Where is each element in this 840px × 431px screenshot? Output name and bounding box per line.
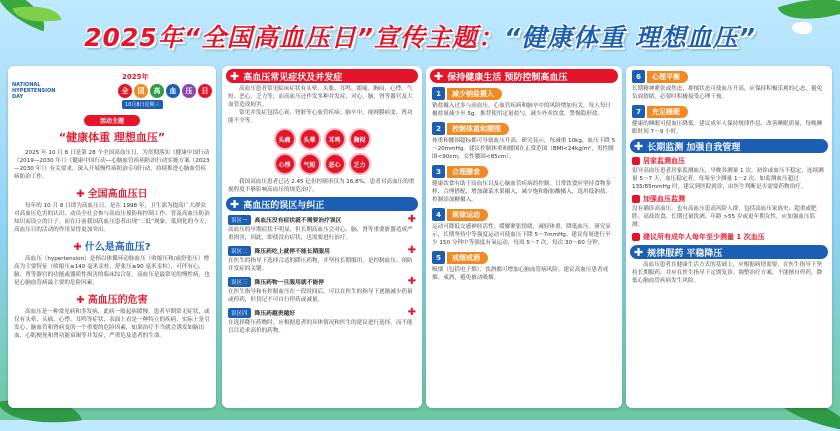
myth-title: 高血压没有症状就不需要治疗误区 bbox=[254, 218, 342, 224]
section-text: 高血压患者在健康生活方式的基础上，应根据病情需要，在医生指导下坚持长期服药，并应在医生指导下定期复诊，调整治疗方案，不能擅自停药，降低心脑血管疾病发生风险。 bbox=[632, 262, 823, 284]
symptom-ring-row bbox=[222, 128, 422, 150]
myth-title: 降压药吃上就停不能长期服用 bbox=[254, 249, 330, 255]
tip-header: 4 规律运动 bbox=[432, 208, 616, 221]
myth-text: 高血压的早期症状不明显，但长期高血压会对心、脑、肾等重要脏器造成严重损害，因此，即使没有症状，也需要进行治疗。 bbox=[228, 227, 413, 241]
home-icon bbox=[632, 157, 640, 165]
complication-text: 常见并发症包括心衰、肾脏等心血管疾病；脑卒中、视网膜病变、肾功能不全等。 bbox=[228, 110, 413, 124]
section-text: 高血压（hypertension）是指以体循环动脉血压（收缩压和/或舒张压）增高为主要特征（收缩压≥140 毫米汞柱，舒张压≥90 毫米汞柱），可伴有心、脑、肾等器官的功能或器质性损害的临床综合征。高血压是最常见的慢性病，也是心脑血管病最主要的危险因素。 bbox=[14, 256, 210, 286]
cross-icon: ✚ bbox=[407, 214, 416, 225]
section-title: ✚ 全国高血压日 bbox=[76, 189, 148, 200]
title-year: 2025年 bbox=[84, 23, 184, 52]
sub-title: 建议所有成年人每年至少测量 1 次血压 bbox=[632, 232, 826, 242]
day-characters bbox=[118, 84, 212, 98]
cross-icon: ✚ bbox=[407, 307, 416, 318]
symptom-ring: 耳鸣 bbox=[324, 128, 346, 150]
section-text: 每年的 10 月 8 日即为高血压日，是在 1998 年，卫生部为提高广大群众对高血压危害的认识、动员全社会参与高血压预防和控制工作、普及高血压防治知识而设立的日子。而在日前我国高血压患者出现“三低”现象，低到化的今天，高血压日的活动的作用显得更加突出。 bbox=[14, 203, 210, 233]
section-header: ✚ 长期监测 加强自我管理 bbox=[630, 139, 828, 153]
char-circle: 高 bbox=[150, 84, 164, 98]
title-main: “全国高血压日”宣传主题： bbox=[183, 23, 504, 52]
sub-text: 没有确诊高血压，也有高血压患高风险人群，包括高血压家族史、超重或肥胖、高盐饮食、长期过量饮酒、年龄 >55 岁或更年期女性，应加强血压监测。 bbox=[632, 206, 817, 228]
tip-header: 5 戒烟戒酒 bbox=[432, 251, 616, 264]
panel-monitoring bbox=[626, 66, 832, 408]
myth-item bbox=[228, 307, 416, 318]
panel-symptoms bbox=[222, 66, 422, 408]
cross-icon: ✚ bbox=[76, 189, 85, 200]
symptom-ring: 恶心 bbox=[324, 153, 346, 175]
tip-text: 运动可降低交感神经活性，缓解紧张情绪，减轻体重，降低血压。研究显示，长期坚持中等强度运动可使血压下降 5～7mmHg。建议每周进行至少 150 分钟中等强度有氧运动，每周 5～7 次，每次 30～60 分钟。 bbox=[432, 224, 612, 246]
tip-text: 体重和腰围超标都可导致血压升高。研究显示，每减重 10kg，血压下降 5～20mmHg。建议控制体重和腰围在正常范围（BMI<24kg/m²，男性腰围<90cm，女性腰围<85cm）。 bbox=[432, 138, 616, 160]
symptom-ring: 心悸 bbox=[274, 153, 296, 175]
char-circle: 血 bbox=[166, 84, 180, 98]
tip-text: 健康的睡眠可使血压降低。建议成年人保持规律作息，改善睡眠质量，每晚睡眠时间 7～9 小时。 bbox=[632, 121, 823, 135]
hypertension-day-logo: NATIONAL HYPERTENSION DAY bbox=[12, 81, 56, 100]
tip-header: 3 合理膳食 bbox=[432, 165, 616, 178]
event-theme: “健康体重 理想血压” bbox=[58, 131, 166, 144]
symptom-ring: 胸闷 bbox=[349, 128, 371, 150]
section-text: 高血压是一种常见病和多发病，此病一般起病缓慢，患者早期常无症状，或仅有头晕、头痛、心悸、耳鸣等症状，表面上看是一种特立的疾病，实际上是引发心、脑血管和肾病变的一个重要的危险因素，如果治疗不当就会诱发如脑出血、心肌梗死和肾功能衰竭等并发症，严重危及患者的生命。 bbox=[14, 309, 210, 339]
char-circle: 压 bbox=[182, 84, 196, 98]
myth-tag: 误区三 bbox=[228, 277, 251, 287]
myth-item bbox=[228, 214, 416, 225]
cross-icon: ✚ bbox=[407, 276, 416, 287]
symptom-ring: 气短 bbox=[299, 153, 321, 175]
plus-icon: ✚ bbox=[634, 139, 644, 153]
symptom-ring: 头痛 bbox=[274, 128, 296, 150]
myth-title: 降压药物一旦服用就不能停 bbox=[254, 280, 325, 286]
myth-tag: 误区二 bbox=[228, 246, 251, 256]
sub-text: 倡导高血压患者居家监测血压，早晚各测量 1 次。初诊或血压不稳定，连续测量 5～7 天，血压稳定者，每周至少测量 1～2 次。如监测血压超过 135/85mmHg 时，建议到医院就诊，由医生判断是否需要药物治疗。 bbox=[632, 168, 824, 190]
plus-icon: ✚ bbox=[230, 197, 240, 211]
myth-text: 在选择降压药物时，应根据患者的具体情况和医生的建议进行选择，而不能盲目追求高价的药物。 bbox=[228, 320, 413, 334]
date-row bbox=[118, 98, 212, 111]
sub-title: 加强血压监测 bbox=[632, 194, 826, 204]
monitor-icon bbox=[632, 195, 640, 203]
char-circle: 全 bbox=[118, 84, 132, 98]
tip-header: 7 充足睡眠 bbox=[632, 105, 826, 118]
myth-item bbox=[228, 276, 416, 287]
date-bar bbox=[118, 70, 212, 84]
section-header: ✚ 高血压的误区与纠正 bbox=[226, 197, 418, 211]
plus-icon: ✚ bbox=[230, 69, 240, 83]
myth-text: 在医生指导和有控制血压在一段时间后，可以在医生的指导下逐渐减少药量或停药，但切记不可自行停药或减量。 bbox=[228, 289, 413, 303]
date-label: 10月8日星期三 bbox=[122, 100, 163, 109]
tip-header: 1 减少钠盐摄入 bbox=[432, 87, 616, 100]
symptom-ring: 乏力 bbox=[349, 153, 371, 175]
title-theme: “健康体重 理想血压” bbox=[503, 23, 756, 52]
event-pill: 活动主题 bbox=[84, 115, 140, 126]
tip-text: 吸烟（包括电子烟）、饮酒都可增加心脑血管病风险。建议高血压患者戒烟、戒酒，避免被动吸烟。 bbox=[432, 267, 609, 281]
page-title bbox=[0, 18, 840, 54]
tip-header: 2 控制体重和腰围 bbox=[432, 122, 616, 135]
cross-icon: ✚ bbox=[407, 245, 416, 256]
section-title: ✚ 高血压的危害 bbox=[76, 295, 148, 306]
char-circle: 日 bbox=[198, 84, 212, 98]
panel-healthy-life bbox=[426, 66, 622, 408]
char-circle: 国 bbox=[134, 84, 148, 98]
intro-text: 2025 年 10 月 8 日是第 28 个全国高血压日，为贯彻落实《健康中国行动（2019—2030 年）》《健康中国行动—心脑血管疾病防治行动实施方案（2023—2030 年）》有关要求，深入开展慢性病防治专项行动，持续推进心脑血管疾病防治工作。 bbox=[14, 150, 210, 180]
symptom-ring-row bbox=[222, 153, 422, 175]
cross-icon: ✚ bbox=[73, 242, 82, 253]
tip-text: 长期精神紧张或焦虑、抑郁状态可使血压升高，应保持积极乐观的心态，避免负面情绪，必要时积极接受心理干预。 bbox=[632, 86, 823, 100]
section-header: ✚ 保持健康生活 预防控制高血压 bbox=[430, 69, 618, 83]
myth-item bbox=[228, 245, 416, 256]
section-title: ✚ 什么是高血压? bbox=[73, 242, 151, 253]
alert-icon bbox=[632, 233, 640, 241]
myth-tag: 误区四 bbox=[228, 308, 251, 318]
tip-text: 健康饮食有助于高血压以及心脑血管疾病的控制。日常饮食应坚持食物多样、合理搭配，增加蔬菜水果摄入，减少饱和脂肪酸摄入，选用低钠盐，控制添加糖摄入。 bbox=[432, 181, 612, 203]
cross-icon: ✚ bbox=[76, 295, 85, 306]
symptom-ring: 头晕 bbox=[299, 128, 321, 150]
section-header: ✚ 高血压常见症状及并发症 bbox=[226, 69, 418, 83]
plus-icon: ✚ bbox=[434, 69, 444, 83]
panel-intro bbox=[8, 66, 216, 408]
stat-text: 我国高血压患者已达 2.45 亿但控制率仅为 16.8%，患者对高血压的重视程度不够影响高血压的规范治疗。 bbox=[228, 179, 415, 193]
tip-header: 6 心理平衡 bbox=[632, 70, 826, 83]
myth-tag: 误区一 bbox=[228, 215, 251, 225]
section-text: 高血压患者常见临床症状有头晕、头胀、耳鸣、眼痛、胸闷、心悸、气短、恶心、乏力等，而高血压还作发多种并发症，对心、脑、肾等器官及大血管造成损害。 bbox=[228, 86, 413, 108]
plus-icon: ✚ bbox=[634, 245, 644, 259]
sub-title: 居家监测血压 bbox=[632, 156, 826, 166]
section-header: ✚ 规律服药 平稳降压 bbox=[630, 245, 828, 259]
badge-row bbox=[8, 66, 216, 111]
myth-text: 在医生的指导下选择合适的降压药物，并坚持长期服用，是控制血压、预防并发症的关键。 bbox=[228, 258, 413, 272]
myth-title: 降压药越贵越好 bbox=[254, 311, 296, 317]
tip-text: 钠盐摄入过多与高血压、心血管疾病和脑卒中的风险增加有关。每人每日摄盐量减少至 5g。推荐使用定量盐勺，减少外卖饮食，警惕隐形盐。 bbox=[432, 103, 612, 117]
year-label: 2025年 bbox=[122, 73, 149, 81]
